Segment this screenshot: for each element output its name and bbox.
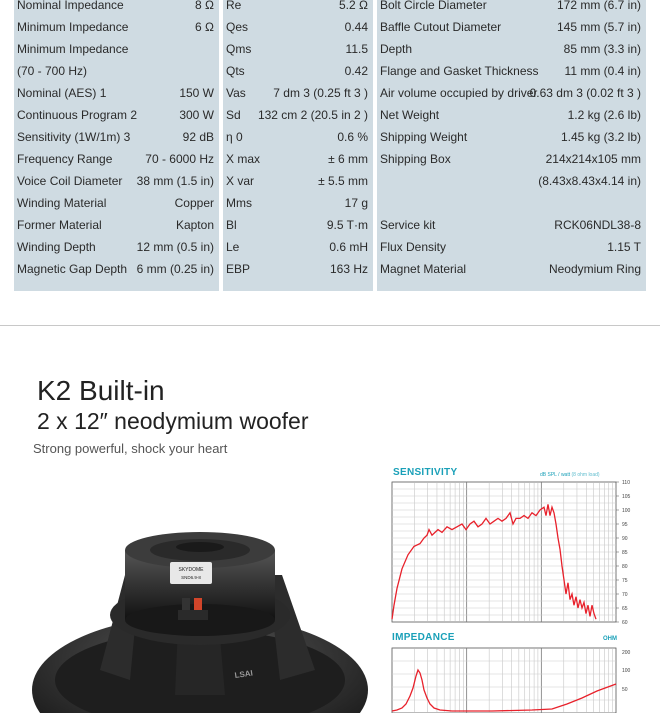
sensitivity-y-tick: 75: [622, 578, 628, 584]
spec-value: Kapton: [175, 218, 214, 232]
spec-value: 163 Hz: [329, 262, 368, 276]
impedance-y-tick: 100: [622, 668, 631, 674]
spec-label: Mms: [226, 196, 252, 210]
spec-value: 0.6 %: [337, 130, 368, 144]
spec-label: Minimum Impedance: [17, 20, 129, 34]
spec-label: Voice Coil Diameter: [17, 174, 123, 188]
spec-row: [223, 258, 373, 280]
spec-label: Flange and Gasket Thickness: [380, 64, 539, 78]
sensitivity-y-tick: 100: [622, 508, 631, 514]
spec-label: Sensitivity (1W/1m) 3: [17, 130, 131, 144]
spec-table: [14, 0, 646, 291]
section-divider: [0, 325, 660, 326]
spec-label: Bl: [226, 218, 237, 232]
spec-value: 8 Ω: [195, 0, 214, 12]
spec-label: Qes: [226, 20, 249, 34]
spec-row: [377, 60, 646, 82]
spec-value: 150 W: [179, 86, 214, 100]
speaker-label-model: SND6.9-8: [181, 575, 201, 580]
woofer-speaker-image: [30, 520, 370, 713]
spec-label: Bolt Circle Diameter: [380, 0, 487, 12]
spec-row: [223, 148, 373, 170]
spec-label: Qms: [226, 42, 252, 56]
spec-row: [377, 236, 646, 258]
spec-label: Winding Depth: [17, 240, 96, 254]
spec-value: 0.6 mH: [329, 240, 368, 254]
spec-row: [223, 38, 373, 60]
sensitivity-y-tick: 65: [622, 606, 628, 612]
speaker-terminal-black: [182, 598, 190, 612]
spec-row: [223, 0, 373, 16]
spec-label: Minimum Impedance: [17, 42, 129, 56]
sensitivity-chart: [392, 480, 636, 626]
spec-value: 1.2 kg (2.6 lb): [567, 108, 641, 122]
spec-value: RCK06NDL38-8: [554, 218, 641, 232]
spec-value: 85 mm (3.3 in): [563, 42, 641, 56]
spec-value: ± 6 mm: [328, 152, 368, 166]
spec-row: [377, 214, 646, 236]
spec-row: [223, 170, 373, 192]
spec-row: [377, 170, 646, 192]
spec-row: [223, 126, 373, 148]
spec-row: [14, 16, 219, 38]
impedance-y-tick: 50: [622, 687, 628, 693]
spec-value: 172 mm (6.7 in): [556, 0, 641, 12]
spec-row: [14, 60, 219, 82]
spec-value: (8.43x8.43x4.14 in): [538, 174, 641, 188]
sensitivity-y-tick: 60: [622, 620, 628, 626]
spec-label: (70 - 700 Hz): [17, 64, 88, 78]
spec-value: 6 mm (0.25 in): [136, 262, 214, 276]
spec-row: [377, 192, 646, 214]
spec-row: [377, 16, 646, 38]
spec-value: 12 mm (0.5 in): [136, 240, 214, 254]
sensitivity-y-tick: 110: [622, 480, 630, 486]
sensitivity-units-wrap: [540, 472, 600, 478]
impedance-chart: [392, 648, 636, 713]
sensitivity-title: SENSITIVITY: [393, 467, 458, 478]
impedance-y-tick: 200: [622, 650, 631, 656]
spec-value: 92 dB: [182, 130, 214, 144]
section-subtitle: 2 x 12″ neodymium woofer: [37, 408, 309, 434]
spec-value: 17 g: [344, 196, 368, 210]
sensitivity-units-note: (8 ohm load): [571, 472, 600, 478]
spec-value: 9.5 T·m: [326, 218, 368, 232]
spec-row: [14, 82, 219, 104]
spec-value: 11 mm (0.4 in): [564, 64, 641, 78]
spec-value: 214x214x105 mm: [545, 152, 641, 166]
spec-row: [14, 192, 219, 214]
spec-row: [14, 258, 219, 280]
spec-label: Sd: [226, 108, 241, 122]
spec-row: [14, 104, 219, 126]
spec-row: [223, 60, 373, 82]
spec-value: 6 Ω: [195, 20, 214, 34]
spec-label: Nominal (AES) 1: [17, 86, 107, 100]
spec-label: Nominal Impedance: [17, 0, 124, 12]
spec-row: [14, 214, 219, 236]
spec-value: 11.5: [345, 42, 368, 56]
spec-row: [14, 0, 219, 16]
spec-column-mounting: [377, 0, 646, 291]
spec-row: [377, 38, 646, 60]
spec-column-parameters: [223, 0, 373, 291]
spec-label: Depth: [380, 42, 413, 56]
sensitivity-y-tick: 90: [622, 536, 628, 542]
spec-value: 132 cm 2 (20.5 in 2 ): [257, 108, 368, 122]
sensitivity-units: dB SPL / watt: [540, 472, 571, 478]
spec-value: Neodymium Ring: [548, 262, 641, 276]
spec-label: Service kit: [380, 218, 436, 232]
spec-label: Le: [226, 240, 240, 254]
spec-row: [14, 38, 219, 60]
impedance-units: OHM: [603, 636, 617, 642]
spec-row: [223, 236, 373, 258]
speaker-terminal-red: [194, 598, 202, 612]
spec-row: [377, 0, 646, 16]
spec-value: 0.63 dm 3 (0.02 ft 3 ): [529, 86, 641, 100]
spec-label: Former Material: [17, 218, 102, 232]
spec-value: 38 mm (1.5 in): [136, 174, 214, 188]
section-tagline: Strong powerful, shock your heart: [33, 441, 228, 456]
spec-row: [223, 82, 373, 104]
spec-value: 1.15 T: [607, 240, 641, 254]
spec-row: [223, 192, 373, 214]
spec-label: Frequency Range: [17, 152, 113, 166]
spec-label: Air volume occupied by driver: [380, 86, 538, 100]
spec-label: Shipping Box: [380, 152, 451, 166]
spec-label: Magnet Material: [380, 262, 467, 276]
spec-label: Magnetic Gap Depth: [17, 262, 128, 276]
spec-row: [14, 236, 219, 258]
spec-value: ± 5.5 mm: [318, 174, 368, 188]
spec-value: Copper: [174, 196, 214, 210]
spec-row: [377, 126, 646, 148]
spec-row: [223, 214, 373, 236]
spec-label: Continuous Program 2: [17, 108, 138, 122]
spec-label: η 0: [226, 130, 243, 144]
spec-label: Shipping Weight: [380, 130, 468, 144]
spec-value: 145 mm (5.7 in): [556, 20, 641, 34]
spec-row: [14, 170, 219, 192]
spec-label: X max: [226, 152, 261, 166]
spec-label: Flux Density: [380, 240, 447, 254]
spec-label: X var: [226, 174, 255, 188]
speaker-cone-mark: LSAI: [234, 668, 254, 680]
spec-value: 300 W: [179, 108, 214, 122]
spec-row: [377, 258, 646, 280]
spec-label: Net Weight: [380, 108, 440, 122]
sensitivity-y-tick: 105: [622, 494, 631, 500]
spec-row: [377, 82, 646, 104]
spec-label: Baffle Cutout Diameter: [380, 20, 502, 34]
spec-value: 0.42: [344, 64, 368, 78]
spec-label: Winding Material: [17, 196, 107, 210]
spec-label: Re: [226, 0, 242, 12]
section-title: K2 Built-in: [37, 375, 165, 406]
sensitivity-y-tick: 95: [622, 522, 628, 528]
spec-column-electrical: [14, 0, 219, 291]
sensitivity-y-tick: 70: [622, 592, 628, 598]
spec-value: 70 - 6000 Hz: [145, 152, 214, 166]
spec-label: Vas: [226, 86, 246, 100]
impedance-title: IMPEDANCE: [392, 632, 455, 643]
speaker-label-brand: SKYDOME: [178, 567, 204, 573]
spec-row: [377, 104, 646, 126]
sensitivity-y-tick: 85: [622, 550, 628, 556]
spec-value: 0.44: [344, 20, 368, 34]
spec-value: 1.45 kg (3.2 lb): [560, 130, 641, 144]
sensitivity-y-tick: 80: [622, 564, 628, 570]
spec-value: 5.2 Ω: [339, 0, 368, 12]
spec-row: [14, 126, 219, 148]
spec-label: Qts: [226, 64, 245, 78]
spec-row: [377, 148, 646, 170]
spec-row: [14, 148, 219, 170]
speaker-label: [170, 562, 212, 584]
spec-value: 7 dm 3 (0.25 ft 3 ): [273, 86, 368, 100]
spec-label: EBP: [226, 262, 251, 276]
spec-row: [223, 16, 373, 38]
spec-row: [223, 104, 373, 126]
